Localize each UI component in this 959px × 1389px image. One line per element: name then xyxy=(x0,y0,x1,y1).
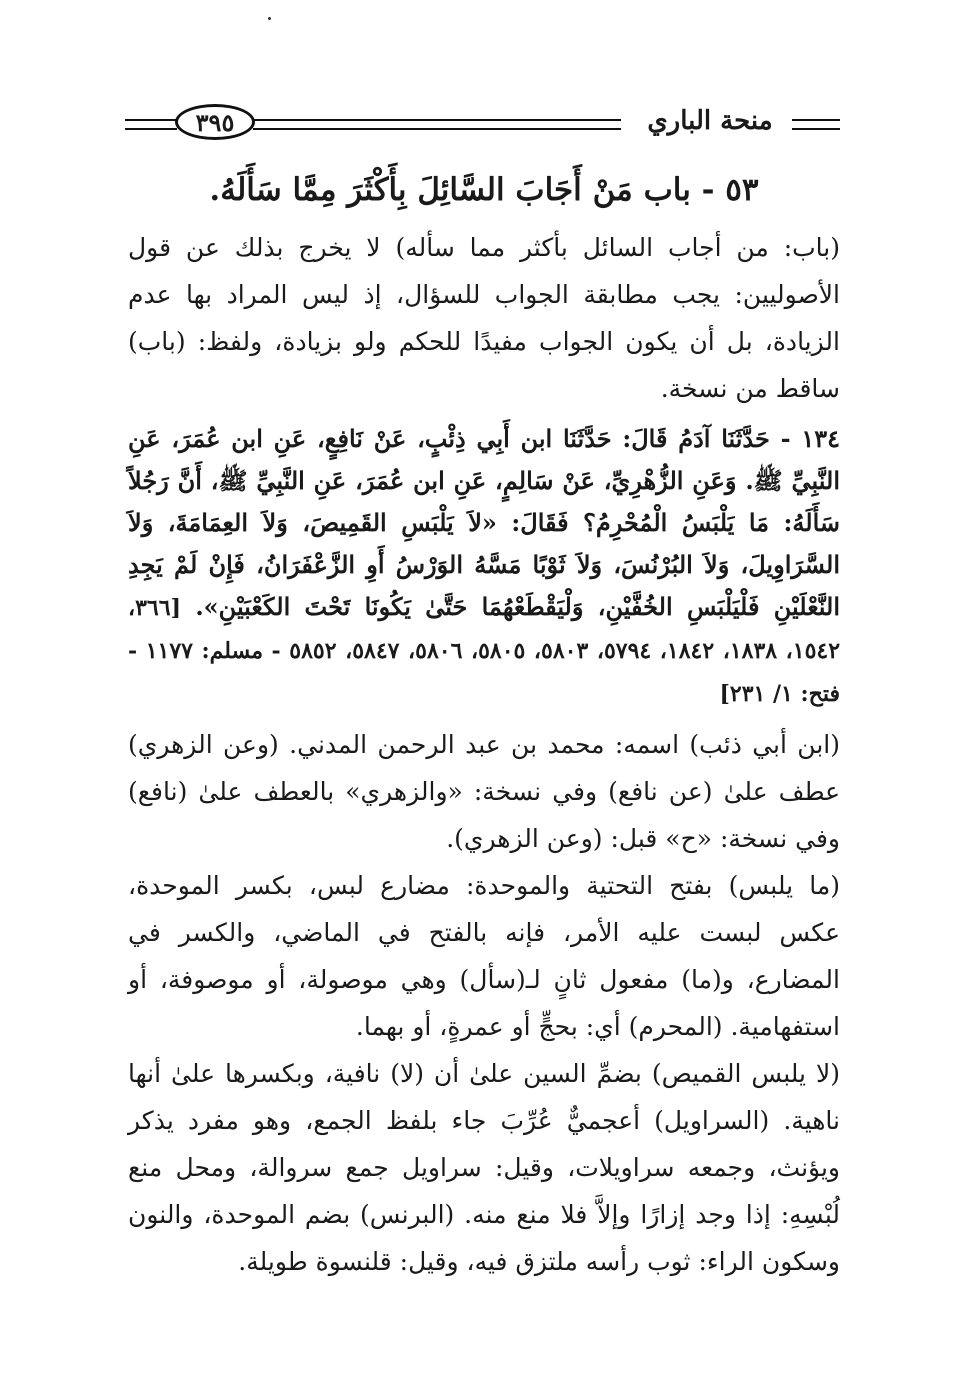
header-rule-right xyxy=(792,119,840,130)
commentary-paragraph-1: (باب: من أجاب السائل بأكثر مما سأله) لا يخرج بذلك عن قول الأصوليين: يجب مطابقة الجواب للسؤال، إذ ليس المراد بها عدم الزيادة، بل أن يكون الجواب مفيدًا للحكم ولو بزيادة، ولفظ: (باب) ساقط من نسخة. xyxy=(128,233,840,403)
hadith-references: [٣٦٦، ١٥٤٢، ١٨٣٨، ١٨٤٢، ٥٧٩٤، ٥٨٠٣، ٥٨٠٥، ٥٨٠٦، ٥٨٤٧، ٥٨٥٢ - مسلم: ١١٧٧ - فتح: ١/ ٢٣١] xyxy=(128,595,841,707)
page-body xyxy=(128,170,840,1285)
commentary-paragraph-2: (ابن أبي ذئب) اسمه: محمد بن عبد الرحمن المدني. (وعن الزهري) عطف علىٰ (عن نافع) وفي نسخة: «والزهري» بالعطف علىٰ (نافع) وفي نسخة: «ح» قبل: (وعن الزهري). xyxy=(128,730,840,853)
page-number: ٣٩٥ xyxy=(175,104,255,140)
header-rule-middle xyxy=(253,119,621,130)
hadith-text xyxy=(128,418,840,715)
book-title: منحة الباري xyxy=(647,106,773,136)
scan-speck xyxy=(268,17,271,20)
commentary-paragraph-4: (لا يلبس القميص) بضمِّ السين علىٰ أن (لا) نافية، وبكسرها علىٰ أنها ناهية. (السراويل) أعجميٌّ عُرِّبَ جاء بلفظ الجمع، وهو مفرد يذكر ويؤنث، وجمعه سراويلات، وقيل: سراويل جمع سروالة، ومحل منع لُبْسِهِ: إذا وجد إزارًا وإلاَّ فلا منع منه. (البرنس) بضم الموحدة، والنون وسكون الراء: ثوب رأسه ملتزق فيه، وقيل: قلنسوة طويلة. xyxy=(128,1059,840,1276)
hadith-body: ١٣٤ - حَدَّثَنَا آدَمُ قَالَ: حَدَّثَنَا ابن أَبِي ذِئْبٍ، عَنْ نَافِعٍ، عَنِ ابن عُمَرَ، عَنِ النَّبِيِّ ﷺ. وَعَنِ الزُّهْرِيِّ، عَنْ سَالِمٍ، عَنِ ابن عُمَرَ، عَنِ النَّبِيِّ ﷺ، أَنَّ رَجُلاً سَأَلَهُ: مَا يَلْبَسُ الْمُحْرِمُ؟ فَقَالَ: «لاَ يَلْبَسِ القَمِيصَ، وَلاَ العِمَامَةَ، وَلاَ السَّرَاوِيلَ، وَلاَ البُرْنُسَ، وَلاَ ثَوْبًا مَسَّهُ الوَرْسُ أَوِ الزَّعْفَرَانُ، فَإِنْ لَمْ يَجِدِ النَّعْلَيْنِ فَلْيَلْبَسِ الخُفَّيْنِ، وَلْيَقْطَعْهُمَا حَتَّىٰ يَكُونَا تَحْتَ الكَعْبَيْنِ». xyxy=(128,424,840,621)
commentary-paragraph-3: (ما يلبس) بفتح التحتية والموحدة: مضارع لبس، بكسر الموحدة، عكس لبست عليه الأمر، فإنه بالفتح في الماضي، والكسر في المضارع، و(ما) مفعول ثانٍ لـ(سأل) وهي موصولة، أو موصوفة، أو استفهامية. (المحرم) أي: بحجٍّ أو عمرةٍ، أو بهما. xyxy=(128,871,840,1041)
chapter-heading: ٥٣ - باب مَنْ أَجَابَ السَّائِلَ بِأَكْثَرَ مِمَّا سَأَلَهُ. xyxy=(209,172,759,208)
header-rule-left xyxy=(125,119,177,130)
running-header xyxy=(125,100,840,146)
